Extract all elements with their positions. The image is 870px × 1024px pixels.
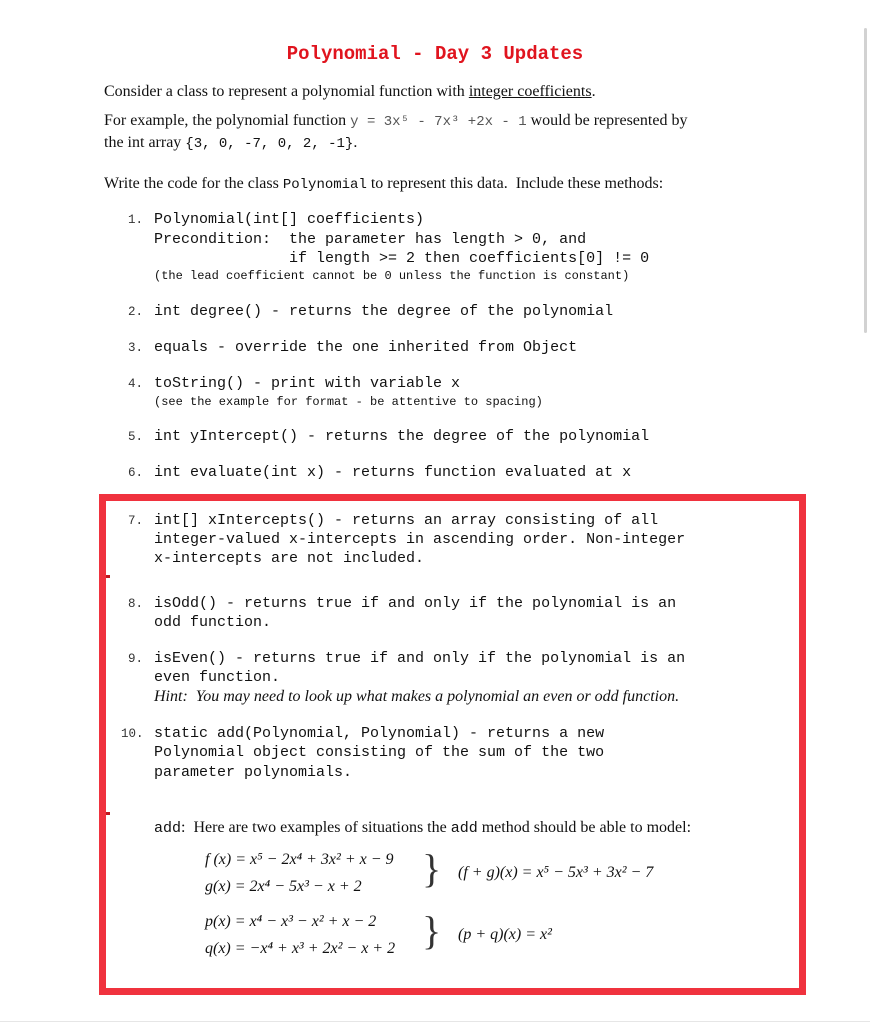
box-marker (106, 575, 110, 578)
example-array: {3, 0, -7, 0, 2, -1} (185, 136, 354, 152)
intro-text: the int array (104, 134, 186, 151)
intro-paragraph-2b (104, 134, 357, 152)
add-text: method should be able to model: (477, 819, 692, 836)
example-2-q: q(x) = −x⁴ + x³ + 2x² − x + 2 (205, 940, 396, 957)
method-7-line: integer-valued x-intercepts in ascending order. Non-integer (154, 531, 686, 548)
method-number: 1. (128, 213, 144, 227)
method-2-text: int degree() - returns the degree of the polynomial (154, 303, 614, 320)
box-marker (106, 812, 110, 815)
method-number: 6. (128, 466, 144, 480)
class-name: Polynomial (282, 177, 367, 193)
method-6-text: int evaluate(int x) - returns function evaluated at x (154, 464, 632, 481)
method-number: 10. (121, 727, 144, 741)
method-4-note: (see the example for format - be attentive to spacing) (154, 395, 543, 409)
page-title: Polynomial - Day 3 Updates (286, 43, 584, 65)
example-1-g: g(x) = 2x⁴ − 5x³ − x + 2 (205, 878, 362, 895)
method-1-line: if length >= 2 then coefficients[0] != 0 (154, 250, 650, 267)
method-1-note: (the lead coefficient cannot be 0 unless the function is constant) (154, 269, 630, 283)
method-number: 3. (128, 341, 144, 355)
brace-icon: } (422, 846, 442, 891)
intro-text: to represent this data. Include these methods: (366, 175, 664, 192)
intro-text: Write the code for the class (104, 175, 283, 192)
intro-paragraph-2 (104, 112, 687, 130)
intro-text: Consider a class to represent a polynomial function with (104, 83, 469, 100)
method-9-hint: Hint: You may need to look up what makes a polynomial an even or odd function. (154, 688, 680, 705)
method-8-line: odd function. (154, 614, 272, 631)
method-7-line: int[] xIntercepts() - returns an array consisting of all (154, 512, 659, 529)
method-number: 8. (128, 597, 144, 611)
intro-text: . (353, 134, 358, 151)
method-4-text: toString() - print with variable x (154, 375, 461, 392)
method-1-line: Precondition: the parameter has length > 0, and (154, 231, 587, 248)
method-5-text: int yIntercept() - returns the degree of the polynomial (154, 428, 650, 445)
method-1-line: Polynomial(int[] coefficients) (154, 211, 425, 228)
example-function: y = 3x⁵ - 7x³ +2x - 1 (350, 114, 527, 130)
method-10-line: static add(Polynomial, Polynomial) - returns a new (154, 725, 605, 742)
intro-text: . (591, 83, 596, 100)
intro-text: For example, the polynomial function (104, 112, 351, 129)
example-2-p: p(x) = x⁴ − x³ − x² + x − 2 (205, 913, 377, 930)
integer-coefficients-link: integer coefficients (468, 83, 592, 100)
example-1-sum: (f + g)(x) = x⁵ − 5x³ + 3x² − 7 (458, 864, 654, 881)
method-number: 2. (128, 305, 144, 319)
method-9-line: even function. (154, 669, 281, 686)
example-2-sum: (p + q)(x) = x² (458, 926, 552, 943)
method-10-line: Polynomial object consisting of the sum of the two (154, 744, 605, 761)
page-divider (0, 1021, 870, 1022)
add-section-label (154, 819, 691, 837)
brace-icon: } (422, 908, 442, 953)
add-text: : Here are two examples of situations the (181, 819, 451, 836)
method-3-text: equals - override the one inherited from Object (154, 339, 578, 356)
method-8-line: isOdd() - returns true if and only if the polynomial is an (154, 595, 677, 612)
method-number: 9. (128, 652, 144, 666)
method-7-line: x-intercepts are not included. (154, 550, 425, 567)
intro-text: would be represented by (526, 112, 688, 129)
add-code: add (450, 820, 478, 837)
add-code: add (154, 820, 182, 837)
method-number: 7. (128, 514, 144, 528)
scrollbar[interactable] (864, 28, 867, 333)
method-number: 5. (128, 430, 144, 444)
method-10-line: parameter polynomials. (154, 764, 353, 781)
method-number: 4. (128, 377, 144, 391)
intro-paragraph-1 (104, 83, 596, 101)
intro-paragraph-3 (104, 175, 663, 193)
example-1-f: f (x) = x⁵ − 2x⁴ + 3x² + x − 9 (205, 851, 394, 868)
method-9-line: isEven() - returns true if and only if the polynomial is an (154, 650, 686, 667)
